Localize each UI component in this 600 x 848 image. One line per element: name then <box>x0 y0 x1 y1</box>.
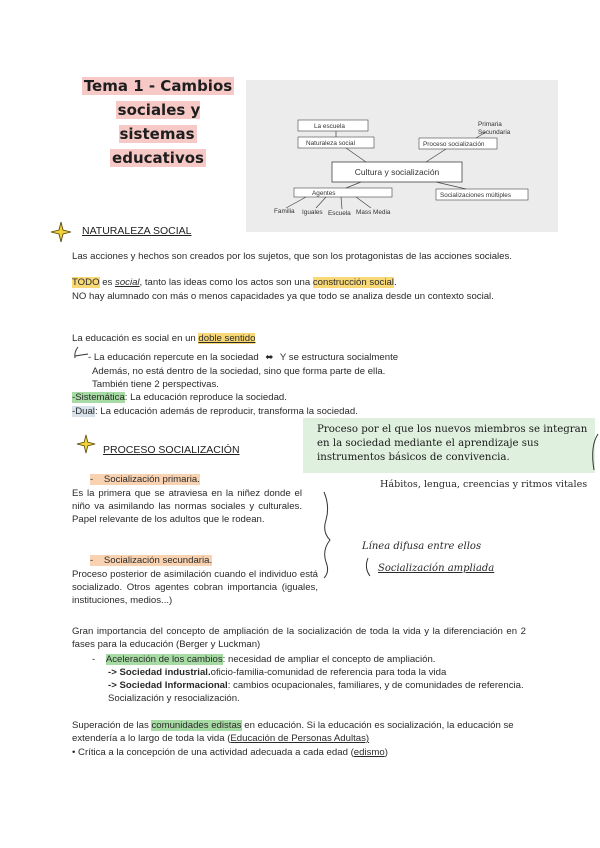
diagram-escuela2: Escuela <box>328 210 351 217</box>
curve-icon <box>586 432 600 472</box>
star-icon-2 <box>76 434 96 454</box>
informacional-line: -> Sociedad Informacional: cambios ocupacionales, familiares, y de comunidades de referencia. Socialización y resocialización. <box>108 680 524 704</box>
social-underlined: social <box>115 277 140 288</box>
secundaria-label-line <box>90 554 212 567</box>
item1-line: - La educación repercute en la sociedad ⬌ Y se estructura socialmente <box>88 352 399 363</box>
diagram-iguales: Iguales <box>302 209 323 216</box>
sistematica-highlight: -Sistemática <box>72 392 125 403</box>
star-icon <box>50 221 72 243</box>
comunidades-highlight: comunidades edistas <box>151 720 242 731</box>
diagram-agentes: Agentes <box>312 190 336 197</box>
diagram-svg <box>246 80 558 232</box>
primaria-label-line <box>90 473 200 486</box>
diagram-multiples: Socializaciones múltiples <box>440 192 512 199</box>
item1-c: Además, no está dentro de la sociedad, sino que forma parte de ella. <box>92 366 386 377</box>
naturaleza-para-1: Las acciones y hechos son creados por los sujetos, que son los protagonistas de las acciones sociales. <box>72 251 512 262</box>
diagram-naturaleza: Naturaleza social <box>306 140 356 147</box>
title-line-3: educativos <box>112 149 204 167</box>
diagram-proceso: Proceso socialización <box>423 141 485 148</box>
primaria-text: Es la primera que se atraviesa en la niñez donde el niño va asimilando las normas sociales y culturales. Papel relevante de los adultos que le rodean. <box>72 488 302 525</box>
double-arrow-icon: ⬌ <box>265 352 274 363</box>
doble-sentido-highlight: doble sentido <box>198 333 256 344</box>
secundaria-text: Proceso posterior de asimilación cuando el individuo está socializado. Otros agentes cobran importancia (iguales, instituciones, medios...) <box>72 569 318 606</box>
socializacion-ampliada: Socialización ampliada <box>378 563 495 574</box>
superacion-para: Superación de las comunidades edistas en educación. Si la educación es socialización, la educación se extendería a lo largo de toda la vida (Educación de Personas Adultas) <box>72 720 514 744</box>
primaria-highlight: - Socialización primaria. <box>90 474 200 485</box>
definition-box: Proceso por el que los nuevos miembros se integran en la sociedad mediante el aprendizaje sus instrumentos básicos de convivencia. <box>303 418 595 473</box>
title-line-2: sociales y sistemas <box>117 101 201 143</box>
aceleracion-line: - Aceleración de los cambios: necesidad de ampliar el concepto de ampliación. <box>92 654 436 665</box>
diagram-familia: Familia <box>274 208 295 215</box>
brace-icon <box>316 488 376 580</box>
todo-highlight: TODO <box>72 277 100 288</box>
dual-line: -Dual: La educación además de reproducir, transforma la sociedad. <box>72 406 358 417</box>
diagram-secundaria: Secundaria <box>478 129 511 136</box>
concept-diagram <box>246 80 558 232</box>
page-title <box>78 74 238 170</box>
item1-d: También tiene 2 perspectivas. <box>92 379 219 390</box>
naturaleza-para-2: TODO es social, tanto las ideas como los actos son una construcción social. <box>72 277 397 288</box>
doble-sentido-line: La educación es social en un doble sentido <box>72 333 256 344</box>
dual-highlight: -Dual <box>72 406 95 417</box>
naturaleza-para-3: NO hay alumnado con más o menos capacidades ya que todo se analiza desde un contexto social. <box>72 291 494 302</box>
naturaleza-heading: NATURALEZA SOCIAL <box>82 225 192 237</box>
edismo-underlined: edismo <box>353 747 385 758</box>
critica-line: • Crítica a la concepción de una actividad adecuada a cada edad (edismo) <box>72 747 388 758</box>
diagram-escuela: La escuela <box>314 123 345 130</box>
epa-underlined: Educación de Personas Adultas) <box>230 733 370 744</box>
diagram-mass-media: Mass Media <box>356 209 391 216</box>
habitos-text: Hábitos, lengua, creencias y ritmos vitales <box>380 479 588 490</box>
diagram-center: Cultura y socialización <box>354 167 440 177</box>
aceleracion-highlight: Aceleración de los cambios <box>105 654 223 665</box>
gran-importancia: Gran importancia del concepto de ampliación de la socialización de toda la vida y la diferenciación en 2 fases para la educación (Berger y Luckman) <box>72 626 526 650</box>
diagram-primaria: Primaria <box>478 121 502 128</box>
linea-difusa: Línea difusa entre ellos <box>362 541 482 552</box>
industrial-line: -> Sociedad industrial.oficio-familia-comunidad de referencia para toda la vida <box>108 667 447 678</box>
secundaria-highlight: - Socialización secundaria. <box>90 555 213 566</box>
proceso-heading: PROCESO SOCIALIZACIÓN <box>103 444 240 456</box>
title-line-1: Tema 1 - Cambios <box>83 77 233 95</box>
construccion-highlight: construcción social <box>312 277 394 288</box>
sistematica-line: -Sistemática: La educación reproduce la sociedad. <box>72 392 287 403</box>
